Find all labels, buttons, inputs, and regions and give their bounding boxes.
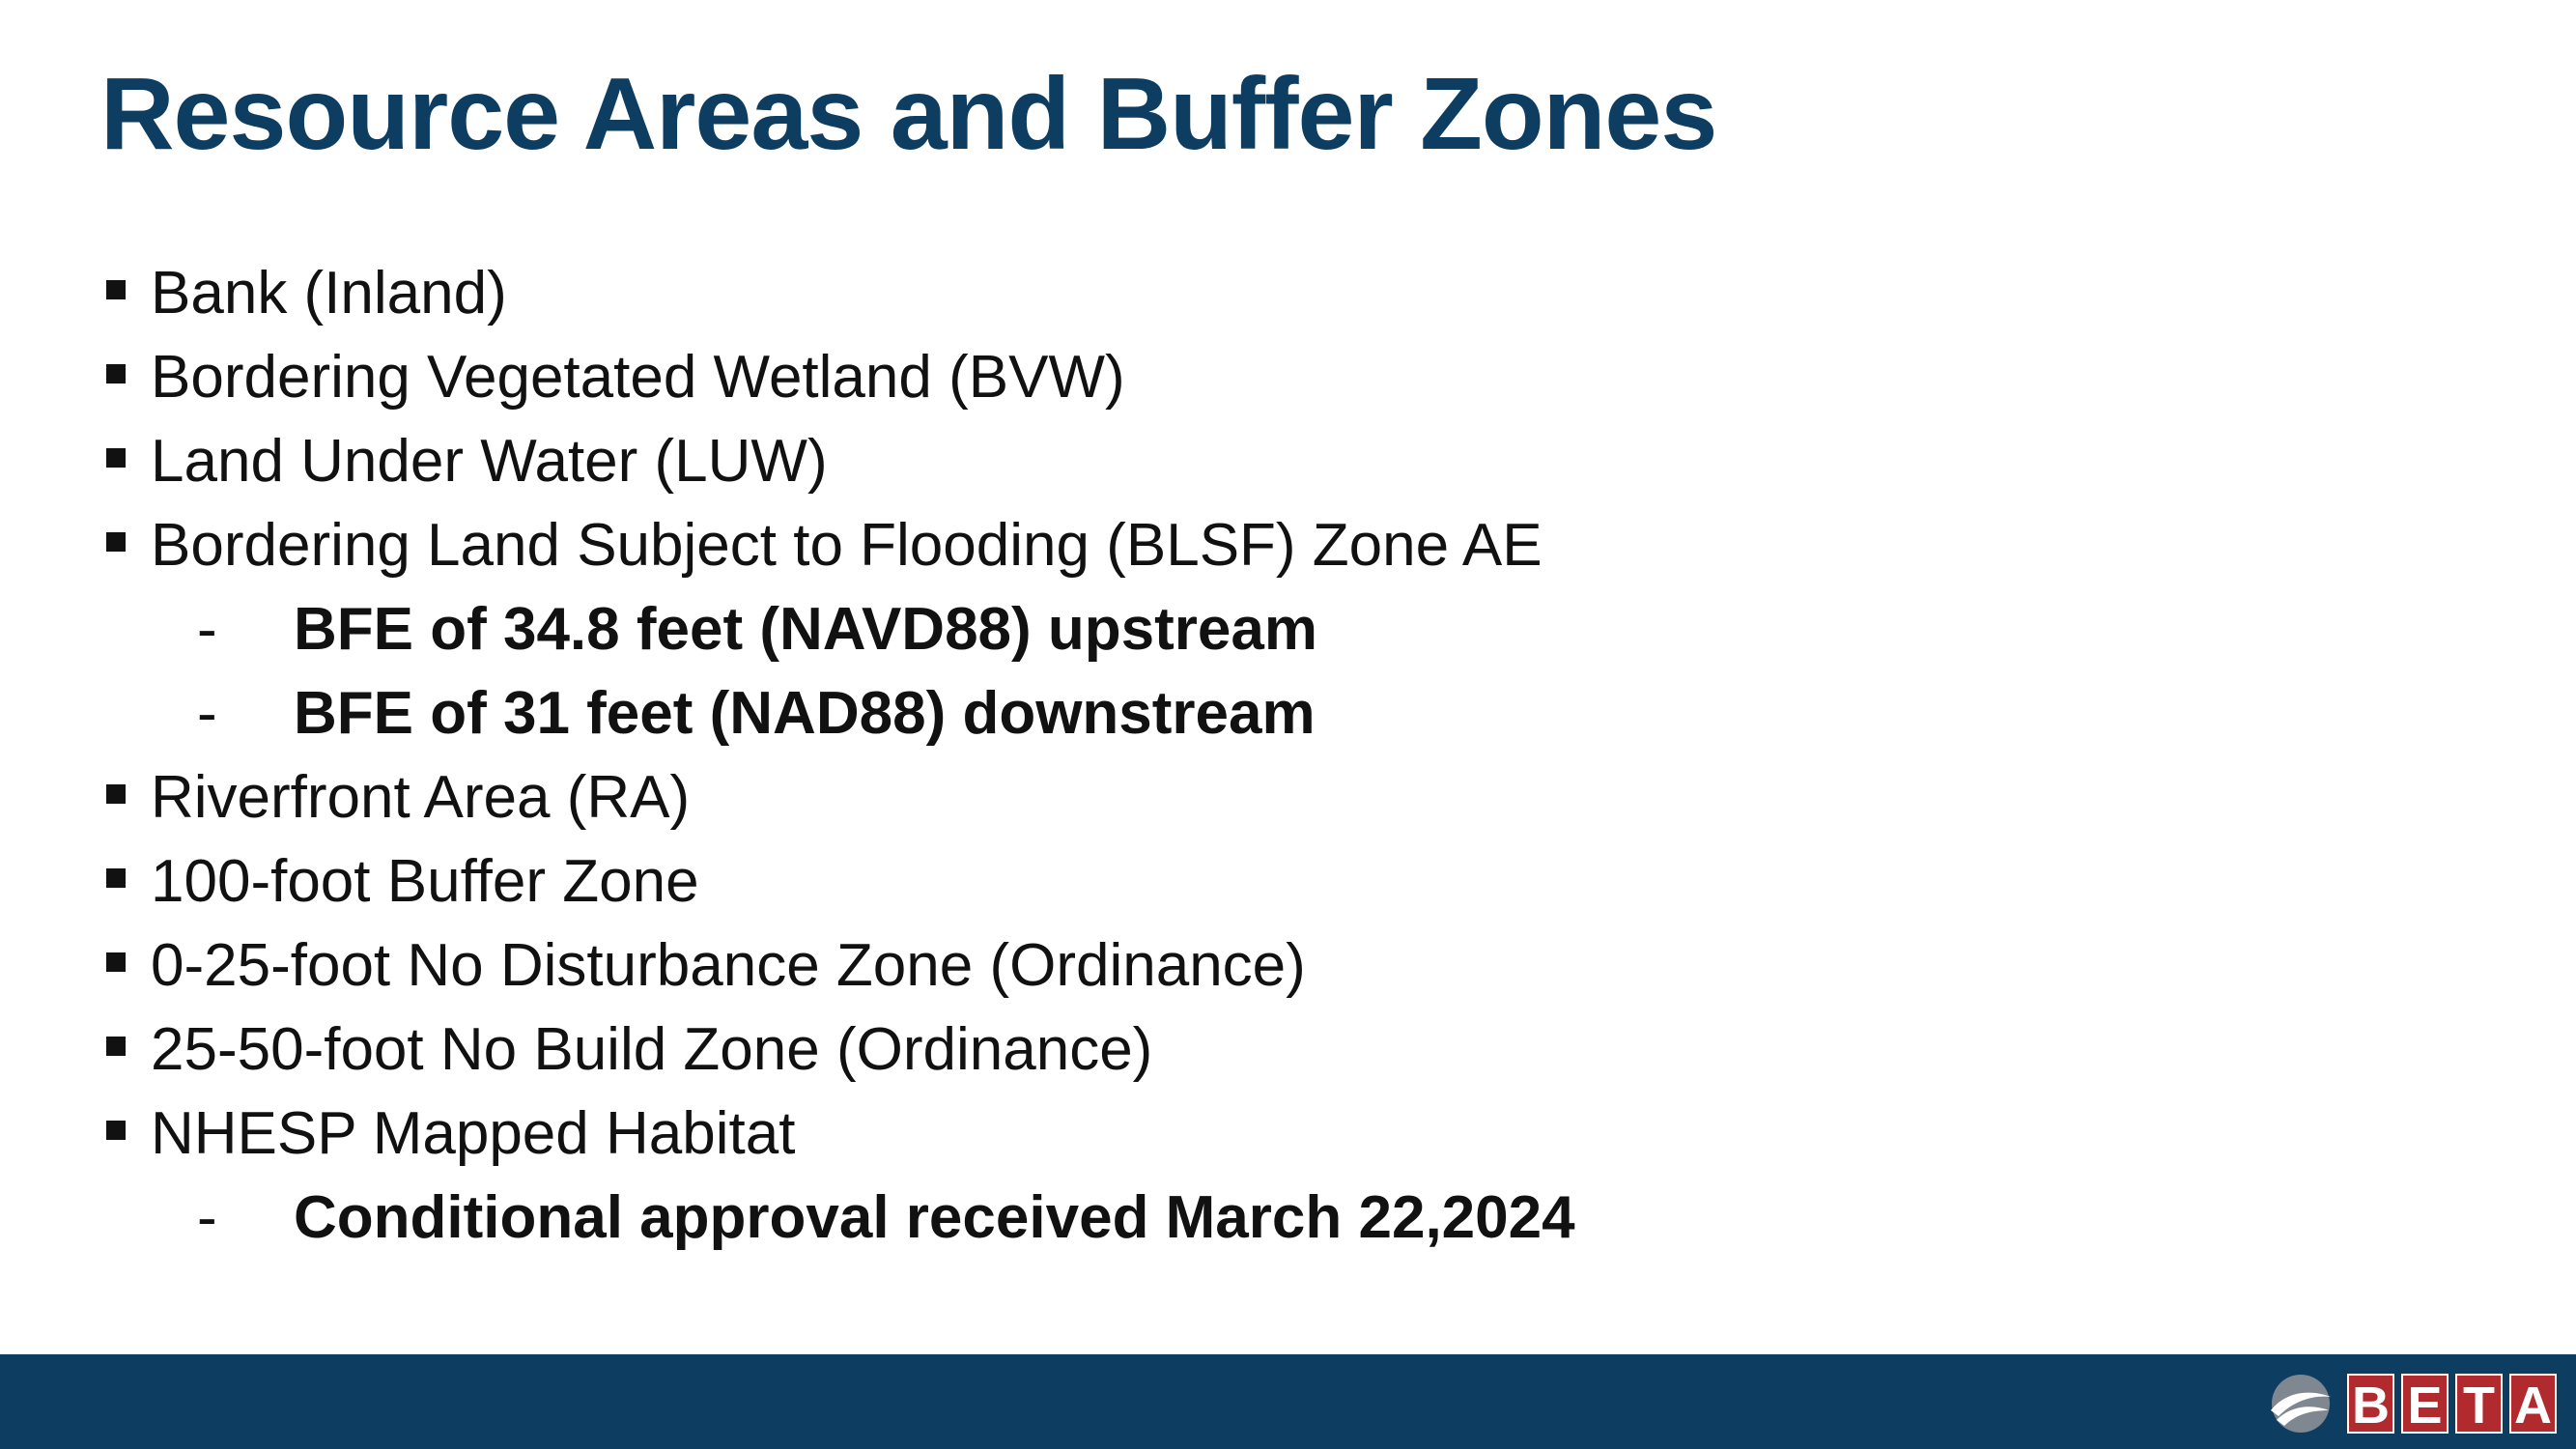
list-item [100, 251, 1575, 335]
sub-list-item [100, 671, 1575, 755]
logo-letter-e: E [2401, 1374, 2449, 1434]
square-bullet-icon [106, 280, 126, 299]
list-item-text: Bordering Vegetated Wetland (BVW) [151, 344, 1125, 411]
swirl-logo-icon [2267, 1372, 2335, 1435]
sub-list-item [100, 1176, 1575, 1260]
dash-marker: - [197, 1184, 217, 1251]
logo-letter-a: A [2509, 1374, 2557, 1434]
list-item-text: NHESP Mapped Habitat [151, 1100, 796, 1167]
square-bullet-icon [106, 448, 126, 468]
list-item [100, 335, 1575, 419]
logo-letter-t: T [2455, 1374, 2503, 1434]
square-bullet-icon [106, 1037, 126, 1056]
list-item [100, 923, 1575, 1008]
list-item [100, 419, 1575, 503]
list-item [100, 503, 1575, 587]
list-item [100, 839, 1575, 923]
beta-logo [2267, 1372, 2557, 1435]
list-item-text: Riverfront Area (RA) [151, 764, 691, 831]
slide-title: Resource Areas and Buffer Zones [100, 57, 1717, 171]
square-bullet-icon [106, 1121, 126, 1140]
list-item-text: Bank (Inland) [151, 260, 507, 327]
logo-letter-b: B [2347, 1374, 2394, 1434]
list-item-text: 0-25-foot No Disturbance Zone (Ordinance) [151, 932, 1306, 999]
dash-marker: - [197, 680, 217, 747]
dash-marker: - [197, 596, 217, 663]
list-item-text: 25-50-foot No Build Zone (Ordinance) [151, 1016, 1153, 1083]
sub-list-item-text: BFE of 31 feet (NAD88) downstream [294, 680, 1316, 747]
list-item [100, 1092, 1575, 1176]
footer-bar [0, 1354, 2576, 1449]
sub-list-item-text: BFE of 34.8 feet (NAVD88) upstream [294, 596, 1317, 663]
list-item-text: Land Under Water (LUW) [151, 428, 828, 495]
sub-list-item-text: Conditional approval received March 22,2024 [294, 1184, 1575, 1251]
list-item-text: Bordering Land Subject to Flooding (BLSF) Zone AE [151, 512, 1543, 579]
bullet-list [100, 251, 1575, 1260]
list-item-text: 100-foot Buffer Zone [151, 848, 699, 915]
list-item [100, 1008, 1575, 1092]
square-bullet-icon [106, 784, 126, 804]
square-bullet-icon [106, 868, 126, 888]
square-bullet-icon [106, 532, 126, 552]
square-bullet-icon [106, 364, 126, 384]
list-item [100, 755, 1575, 839]
sub-list-item [100, 587, 1575, 671]
square-bullet-icon [106, 952, 126, 972]
